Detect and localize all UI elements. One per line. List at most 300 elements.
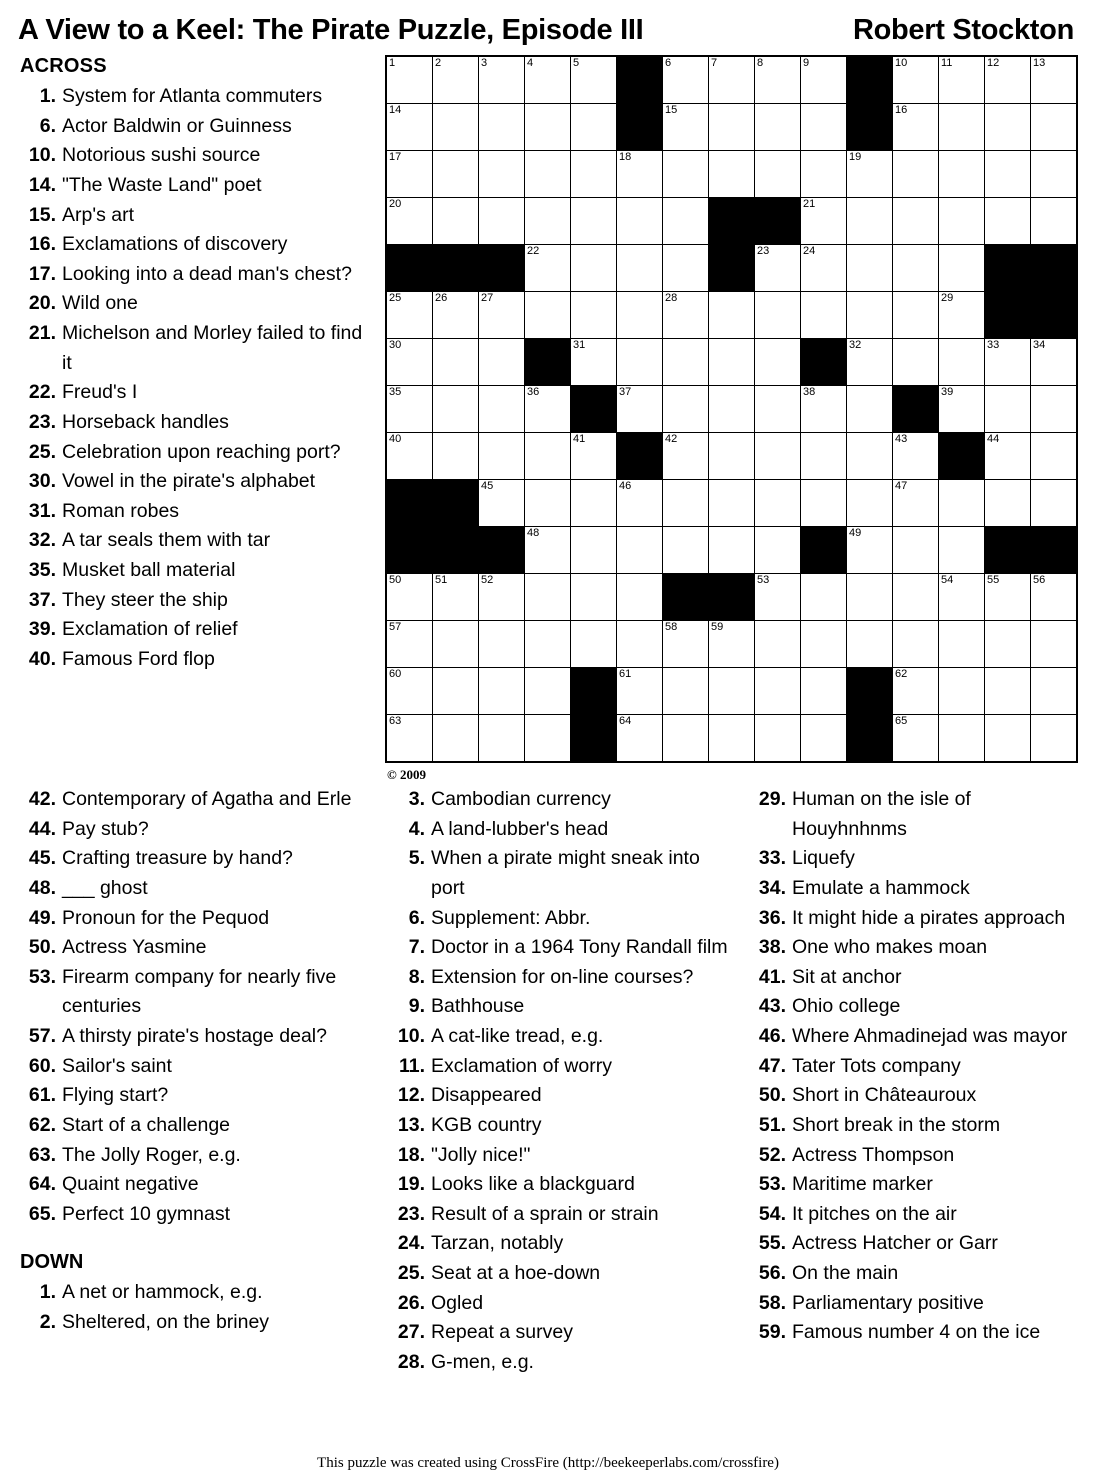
grid-cell[interactable]	[479, 339, 525, 386]
grid-cell[interactable]	[985, 433, 1031, 480]
grid-cell[interactable]	[479, 621, 525, 668]
grid-cell[interactable]	[479, 715, 525, 763]
grid-cell[interactable]	[663, 527, 709, 574]
grid-cell[interactable]	[893, 245, 939, 292]
grid-cell[interactable]	[755, 292, 801, 339]
grid-cell[interactable]	[893, 198, 939, 245]
clue-item[interactable]	[387, 1081, 732, 1111]
clue-item[interactable]	[387, 1289, 732, 1319]
clue-item[interactable]	[387, 1229, 732, 1259]
grid-cell[interactable]	[479, 198, 525, 245]
grid-cell[interactable]	[1031, 668, 1078, 715]
clue-item[interactable]	[18, 467, 373, 497]
grid-cell[interactable]	[893, 715, 939, 763]
grid-cell[interactable]	[525, 104, 571, 151]
clue-item[interactable]	[18, 1022, 373, 1052]
grid-cell[interactable]	[571, 527, 617, 574]
grid-cell[interactable]	[571, 574, 617, 621]
grid-block-cell	[433, 480, 479, 527]
grid-cell[interactable]	[479, 104, 525, 151]
grid-cell[interactable]	[847, 386, 893, 433]
grid-cell-number: 3	[481, 57, 488, 69]
clue-item[interactable]	[18, 438, 373, 468]
grid-cell[interactable]	[571, 480, 617, 527]
grid-cell[interactable]	[939, 339, 985, 386]
grid-cell-number: 8	[757, 57, 764, 69]
grid-cell[interactable]	[433, 433, 479, 480]
grid-cell[interactable]	[663, 386, 709, 433]
grid-cell[interactable]	[847, 621, 893, 668]
grid-block-cell	[525, 339, 571, 386]
clue-item[interactable]	[18, 963, 373, 1022]
clue-item[interactable]	[387, 1348, 732, 1378]
grid-cell[interactable]	[939, 574, 985, 621]
grid-cell[interactable]	[893, 339, 939, 386]
grid-cell[interactable]	[663, 198, 709, 245]
down-heading: DOWN	[20, 1251, 84, 1274]
grid-cell[interactable]	[525, 574, 571, 621]
clue-item[interactable]	[18, 289, 373, 319]
clue-item[interactable]	[748, 1200, 1078, 1230]
grid-cell[interactable]	[847, 574, 893, 621]
grid-cell[interactable]	[755, 151, 801, 198]
grid-cell[interactable]	[801, 386, 847, 433]
grid-cell[interactable]	[479, 151, 525, 198]
grid-cell[interactable]	[525, 715, 571, 763]
grid-cell[interactable]	[801, 104, 847, 151]
grid-cell[interactable]	[985, 480, 1031, 527]
grid-cell[interactable]	[617, 574, 663, 621]
clue-item[interactable]	[387, 1170, 732, 1200]
grid-cell[interactable]	[893, 480, 939, 527]
clue-item[interactable]	[387, 933, 732, 963]
clue-item[interactable]	[18, 586, 373, 616]
clue-item[interactable]	[18, 615, 373, 645]
clue-item[interactable]	[18, 141, 373, 171]
grid-cell[interactable]	[525, 621, 571, 668]
grid-cell[interactable]	[1031, 433, 1078, 480]
clue-item[interactable]	[387, 1111, 732, 1141]
grid-cell[interactable]	[617, 198, 663, 245]
grid-cell[interactable]	[433, 292, 479, 339]
clue-item[interactable]	[18, 201, 373, 231]
clue-item[interactable]	[18, 874, 373, 904]
clue-item[interactable]	[18, 1170, 373, 1200]
grid-block-cell	[847, 668, 893, 715]
clue-item[interactable]	[18, 1278, 373, 1308]
clue-number: 43.	[758, 995, 786, 1018]
grid-cell[interactable]	[433, 339, 479, 386]
grid-cell[interactable]	[755, 621, 801, 668]
grid-cell[interactable]	[893, 668, 939, 715]
grid-cell[interactable]	[525, 198, 571, 245]
grid-cell[interactable]	[985, 104, 1031, 151]
grid-cell[interactable]	[709, 527, 755, 574]
clue-item[interactable]	[18, 378, 373, 408]
grid-cell[interactable]	[985, 668, 1031, 715]
grid-cell[interactable]	[939, 151, 985, 198]
grid-cell[interactable]	[525, 245, 571, 292]
clue-item[interactable]	[748, 1259, 1078, 1289]
grid-cell[interactable]	[433, 104, 479, 151]
grid-cell[interactable]	[479, 668, 525, 715]
grid-cell[interactable]	[617, 151, 663, 198]
grid-cell[interactable]	[1031, 151, 1078, 198]
grid-cell[interactable]	[755, 433, 801, 480]
down-clue-list-part2	[387, 785, 732, 1378]
clue-item[interactable]	[18, 82, 373, 112]
grid-cell[interactable]	[386, 433, 433, 480]
clue-item[interactable]	[387, 1200, 732, 1230]
clue-item[interactable]	[748, 785, 1078, 844]
clue-text: Celebration upon reaching port?	[62, 440, 341, 463]
grid-cell[interactable]	[663, 480, 709, 527]
grid-row	[386, 339, 1077, 386]
grid-cell[interactable]	[479, 574, 525, 621]
grid-cell[interactable]	[433, 668, 479, 715]
grid-cell[interactable]	[1031, 198, 1078, 245]
clue-item[interactable]	[748, 1052, 1078, 1082]
grid-cell-number: 36	[527, 386, 540, 398]
clue-text: Disappeared	[431, 1084, 542, 1107]
grid-cell[interactable]	[617, 245, 663, 292]
grid-cell-number: 65	[895, 715, 908, 727]
grid-cell-number: 38	[803, 386, 816, 398]
clue-item[interactable]	[387, 1141, 732, 1171]
clue-text: They steer the ship	[62, 588, 228, 611]
clue-item[interactable]	[18, 230, 373, 260]
clue-number: 16.	[28, 233, 56, 256]
grid-cell[interactable]	[1031, 386, 1078, 433]
grid-cell[interactable]	[801, 621, 847, 668]
grid-cell[interactable]	[433, 198, 479, 245]
clue-item[interactable]	[748, 1111, 1078, 1141]
grid-cell[interactable]	[663, 339, 709, 386]
grid-cell[interactable]	[433, 574, 479, 621]
grid-cell[interactable]	[801, 574, 847, 621]
grid-cell[interactable]	[386, 104, 433, 151]
grid-cell[interactable]	[663, 621, 709, 668]
clue-item[interactable]	[748, 874, 1078, 904]
clue-number: 48.	[28, 876, 56, 899]
grid-cell[interactable]	[433, 621, 479, 668]
clue-item[interactable]	[18, 1308, 373, 1338]
grid-block-cell	[571, 715, 617, 763]
grid-cell[interactable]	[985, 339, 1031, 386]
grid-cell[interactable]	[985, 198, 1031, 245]
grid-cell[interactable]	[386, 621, 433, 668]
grid-cell[interactable]	[571, 292, 617, 339]
grid-cell[interactable]	[939, 104, 985, 151]
grid-cell[interactable]	[893, 527, 939, 574]
grid-block-cell	[847, 104, 893, 151]
grid-cell[interactable]	[755, 715, 801, 763]
grid-cell[interactable]	[801, 151, 847, 198]
grid-cell[interactable]	[939, 621, 985, 668]
clue-item[interactable]	[18, 1200, 373, 1230]
grid-block-cell	[617, 104, 663, 151]
grid-cell[interactable]	[617, 527, 663, 574]
grid-cell[interactable]	[893, 574, 939, 621]
grid-cell[interactable]	[617, 668, 663, 715]
clue-text: Actor Baldwin or Guinness	[62, 114, 292, 137]
grid-cell[interactable]	[939, 245, 985, 292]
grid-cell[interactable]	[433, 715, 479, 763]
grid-cell[interactable]	[571, 433, 617, 480]
clue-text: Extension for on-line courses?	[431, 965, 694, 988]
clue-item[interactable]	[387, 844, 732, 903]
grid-cell[interactable]	[709, 386, 755, 433]
grid-cell[interactable]	[386, 574, 433, 621]
grid-cell[interactable]	[663, 668, 709, 715]
grid-cell[interactable]	[847, 151, 893, 198]
clue-item[interactable]	[18, 1052, 373, 1082]
grid-cell[interactable]	[1031, 480, 1078, 527]
clue-item[interactable]	[748, 1289, 1078, 1319]
clue-item[interactable]	[387, 1318, 732, 1348]
grid-cell[interactable]	[709, 292, 755, 339]
grid-cell[interactable]	[571, 151, 617, 198]
grid-cell[interactable]	[755, 668, 801, 715]
grid-cell[interactable]	[525, 433, 571, 480]
clue-item[interactable]	[18, 497, 373, 527]
grid-cell[interactable]	[571, 198, 617, 245]
grid-cell[interactable]	[939, 715, 985, 763]
clue-number: 14.	[28, 173, 56, 196]
grid-cell[interactable]	[1031, 574, 1078, 621]
grid-cell[interactable]	[801, 433, 847, 480]
grid-cell[interactable]	[709, 339, 755, 386]
grid-cell[interactable]	[709, 668, 755, 715]
grid-cell[interactable]	[755, 104, 801, 151]
grid-cell[interactable]	[985, 386, 1031, 433]
clue-item[interactable]	[18, 1081, 373, 1111]
grid-cell[interactable]	[939, 292, 985, 339]
grid-cell[interactable]	[433, 56, 479, 104]
grid-cell[interactable]	[939, 480, 985, 527]
grid-cell[interactable]	[755, 527, 801, 574]
clue-item[interactable]	[387, 963, 732, 993]
clue-item[interactable]	[18, 319, 373, 378]
grid-cell[interactable]	[939, 56, 985, 104]
grid-cell[interactable]	[479, 56, 525, 104]
grid-cell[interactable]	[571, 245, 617, 292]
clue-number: 10.	[28, 144, 56, 167]
clue-item[interactable]	[387, 904, 732, 934]
grid-cell[interactable]	[709, 151, 755, 198]
clue-item[interactable]	[748, 904, 1078, 934]
grid-cell[interactable]	[617, 292, 663, 339]
clue-item[interactable]	[748, 1318, 1078, 1348]
grid-cell[interactable]	[709, 104, 755, 151]
grid-cell[interactable]	[571, 104, 617, 151]
grid-cell[interactable]	[386, 151, 433, 198]
clue-item[interactable]	[18, 785, 373, 815]
grid-cell[interactable]	[617, 339, 663, 386]
grid-cell[interactable]	[801, 715, 847, 763]
grid-row	[386, 104, 1077, 151]
grid-cell[interactable]	[709, 621, 755, 668]
grid-cell[interactable]	[617, 480, 663, 527]
grid-cell[interactable]	[663, 151, 709, 198]
grid-cell[interactable]	[525, 292, 571, 339]
grid-cell[interactable]	[985, 715, 1031, 763]
clue-text: Contemporary of Agatha and Erle	[62, 788, 352, 810]
grid-cell[interactable]	[939, 386, 985, 433]
grid-cell[interactable]	[525, 668, 571, 715]
grid-cell[interactable]	[801, 198, 847, 245]
clue-item[interactable]	[387, 785, 732, 815]
grid-cell[interactable]	[893, 621, 939, 668]
grid-cell[interactable]	[985, 151, 1031, 198]
grid-cell[interactable]	[1031, 339, 1078, 386]
grid-cell[interactable]	[939, 527, 985, 574]
clue-item[interactable]	[748, 1081, 1078, 1111]
clue-item[interactable]	[748, 992, 1078, 1022]
grid-cell[interactable]	[479, 433, 525, 480]
clue-item[interactable]	[18, 933, 373, 963]
clue-item[interactable]	[18, 408, 373, 438]
grid-cell[interactable]	[479, 480, 525, 527]
grid-cell[interactable]	[386, 715, 433, 763]
grid-cell[interactable]	[433, 386, 479, 433]
clue-item[interactable]	[387, 1022, 732, 1052]
grid-cell[interactable]	[801, 292, 847, 339]
grid-cell[interactable]	[386, 292, 433, 339]
clue-number: 44.	[28, 817, 56, 840]
clue-item[interactable]	[18, 904, 373, 934]
clue-item[interactable]	[18, 1111, 373, 1141]
clue-item[interactable]	[387, 815, 732, 845]
grid-cell-number: 47	[895, 480, 908, 492]
grid-cell[interactable]	[386, 339, 433, 386]
grid-cell[interactable]	[386, 386, 433, 433]
grid-cell[interactable]	[939, 198, 985, 245]
clue-number: 51.	[758, 1113, 786, 1136]
clue-item[interactable]	[387, 1259, 732, 1289]
clue-number: 37.	[28, 588, 56, 611]
grid-cell[interactable]	[709, 56, 755, 104]
grid-cell[interactable]	[893, 104, 939, 151]
grid-cell[interactable]	[801, 56, 847, 104]
grid-cell[interactable]	[386, 668, 433, 715]
grid-cell[interactable]	[663, 715, 709, 763]
grid-cell[interactable]	[801, 480, 847, 527]
grid-cell[interactable]	[525, 151, 571, 198]
grid-cell[interactable]	[893, 292, 939, 339]
grid-cell[interactable]	[617, 386, 663, 433]
grid-cell[interactable]	[386, 198, 433, 245]
clue-item[interactable]	[18, 112, 373, 142]
grid-cell[interactable]	[847, 527, 893, 574]
grid-cell[interactable]	[755, 574, 801, 621]
grid-cell[interactable]	[755, 56, 801, 104]
grid-cell[interactable]	[985, 621, 1031, 668]
grid-cell[interactable]	[755, 386, 801, 433]
grid-cell[interactable]	[525, 56, 571, 104]
grid-cell[interactable]	[847, 433, 893, 480]
grid-cell[interactable]	[847, 245, 893, 292]
grid-cell[interactable]	[709, 715, 755, 763]
grid-cell[interactable]	[479, 292, 525, 339]
clue-item[interactable]	[748, 1170, 1078, 1200]
grid-cell[interactable]	[617, 715, 663, 763]
grid-cell[interactable]	[893, 56, 939, 104]
grid-cell[interactable]	[1031, 621, 1078, 668]
grid-cell[interactable]	[1031, 715, 1078, 763]
clue-item[interactable]	[18, 844, 373, 874]
clue-number: 64.	[28, 1173, 56, 1196]
grid-cell[interactable]	[801, 668, 847, 715]
clue-item[interactable]	[748, 1022, 1078, 1052]
clue-item[interactable]	[18, 1141, 373, 1171]
crossword-grid[interactable]	[385, 55, 1078, 763]
clue-item[interactable]	[18, 815, 373, 845]
grid-cell[interactable]	[847, 292, 893, 339]
grid-row	[386, 621, 1077, 668]
grid-cell[interactable]	[386, 56, 433, 104]
grid-cell[interactable]	[663, 433, 709, 480]
grid-cell[interactable]	[985, 574, 1031, 621]
clue-item[interactable]	[387, 1052, 732, 1082]
grid-cell[interactable]	[709, 433, 755, 480]
grid-cell[interactable]	[525, 527, 571, 574]
clue-item[interactable]	[748, 1141, 1078, 1171]
grid-cell[interactable]	[571, 339, 617, 386]
clue-item[interactable]	[18, 260, 373, 290]
clue-item[interactable]	[18, 171, 373, 201]
grid-cell[interactable]	[571, 56, 617, 104]
grid-cell[interactable]	[525, 480, 571, 527]
grid-cell[interactable]	[663, 104, 709, 151]
grid-cell[interactable]	[709, 480, 755, 527]
grid-cell[interactable]	[433, 151, 479, 198]
grid-cell-number: 28	[665, 292, 678, 304]
clue-text: Bathhouse	[431, 995, 525, 1018]
grid-cell[interactable]	[479, 386, 525, 433]
grid-cell[interactable]	[755, 245, 801, 292]
grid-cell[interactable]	[985, 56, 1031, 104]
grid-cell[interactable]	[847, 198, 893, 245]
grid-cell[interactable]	[893, 151, 939, 198]
clue-item[interactable]	[748, 1229, 1078, 1259]
across-clue-column	[18, 53, 373, 675]
clue-item[interactable]	[387, 992, 732, 1022]
grid-cell[interactable]	[847, 480, 893, 527]
grid-cell[interactable]	[755, 480, 801, 527]
clue-item[interactable]	[18, 526, 373, 556]
grid-cell[interactable]	[755, 339, 801, 386]
clue-item[interactable]	[18, 645, 373, 675]
grid-cell[interactable]	[939, 668, 985, 715]
grid-cell[interactable]	[1031, 104, 1078, 151]
clue-item[interactable]	[748, 844, 1078, 874]
clue-text: Human on the isle of Houyhnhnms	[792, 788, 971, 840]
grid-cell[interactable]	[525, 386, 571, 433]
grid-cell[interactable]	[893, 433, 939, 480]
clue-item[interactable]	[748, 933, 1078, 963]
grid-cell[interactable]	[663, 56, 709, 104]
grid-cell[interactable]	[663, 245, 709, 292]
grid-cell[interactable]	[617, 621, 663, 668]
grid-cell[interactable]	[663, 292, 709, 339]
grid-cell[interactable]	[571, 621, 617, 668]
grid-cell[interactable]	[847, 339, 893, 386]
clue-item[interactable]	[18, 556, 373, 586]
grid-cell[interactable]	[1031, 56, 1078, 104]
clue-item[interactable]	[748, 963, 1078, 993]
grid-cell[interactable]	[801, 245, 847, 292]
